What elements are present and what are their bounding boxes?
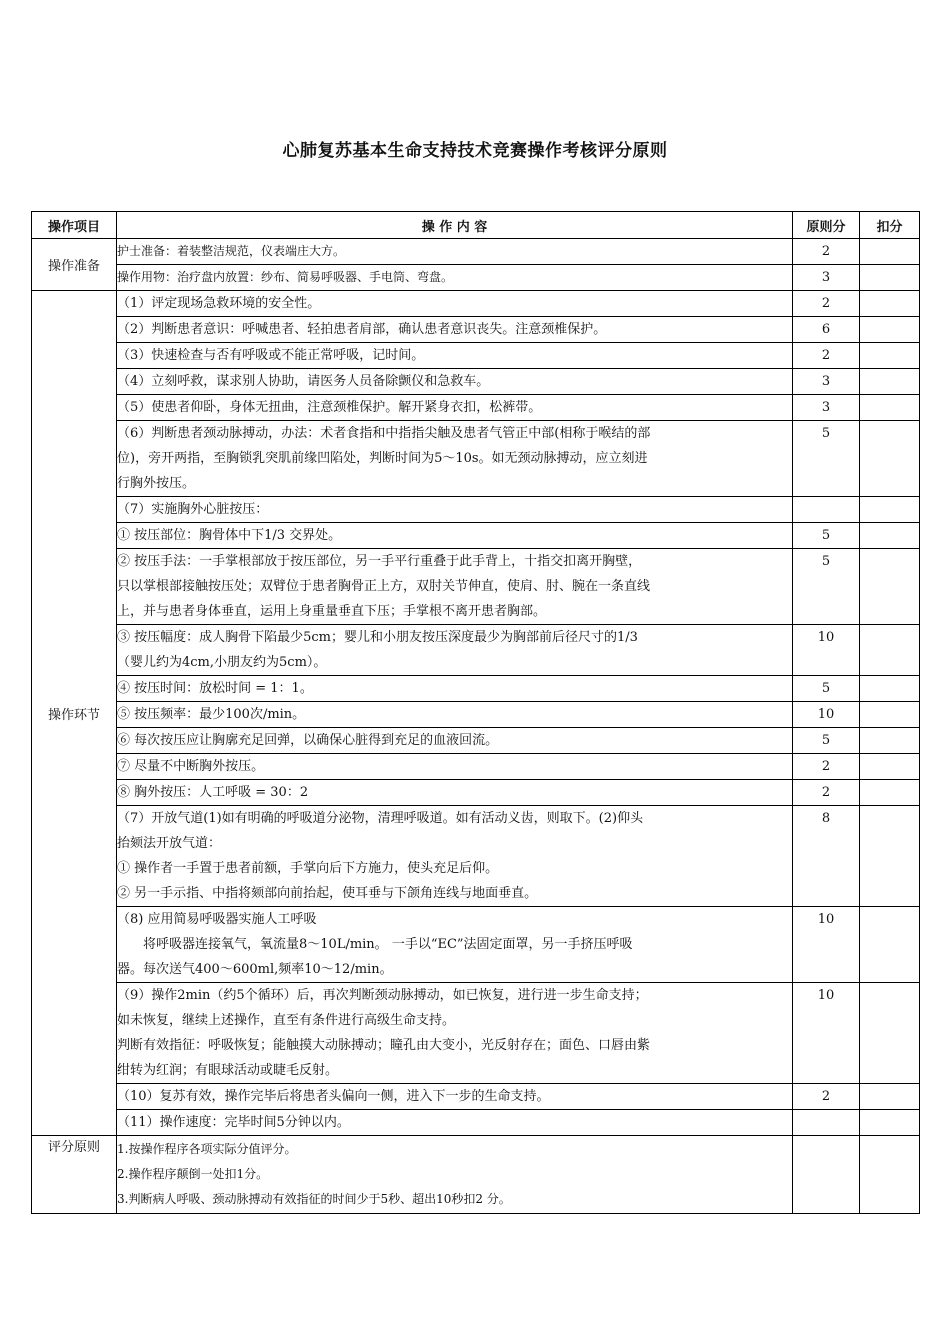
row-deduct [860,395,920,421]
content-line: ③ 按压幅度：成人胸骨下陷最少5cm；婴儿和小朋友按压深度最少为胸部前后径尺寸的1/3 [117,630,638,645]
row-deduct [860,291,920,317]
row-score: 10 [793,907,860,983]
table-row [32,754,920,780]
table-row [32,907,920,983]
row-score: 2 [793,291,860,317]
row-score [793,1110,860,1136]
content-line: ⑧ 胸外按压：人工呼吸 = 30：2 [117,785,309,800]
row-deduct [860,421,920,497]
rules-row [32,1136,920,1214]
content-line: （4）立刻呼救，谋求别人协助，请医务人员备除颤仪和急救车。 [117,374,490,389]
row-content [117,907,793,983]
row-deduct [860,907,920,983]
row-deduct [860,1084,920,1110]
content-line: ⑦ 尽量不中断胸外按压。 [117,759,265,774]
row-deduct [860,369,920,395]
section-label-prep: 操作准备 [32,239,117,291]
row-score: 2 [793,1084,860,1110]
content-line: ⑤ 按压频率：最少100次/min。 [117,707,306,722]
row-deduct [860,343,920,369]
table-row [32,317,920,343]
row-deduct [860,523,920,549]
row-content [117,676,793,702]
content-line: ④ 按压时间：放松时间 = 1：1。 [117,681,313,696]
table-row [32,1110,920,1136]
row-content [117,549,793,625]
row-deduct [860,702,920,728]
row-content [117,1084,793,1110]
table-row [32,497,920,523]
row-content [117,317,793,343]
row-content [117,343,793,369]
section-label-rules: 评分原则 [32,1136,117,1214]
row-score: 3 [793,265,860,291]
row-score: 3 [793,369,860,395]
table-row [32,265,920,291]
table-row [32,549,920,625]
row-content [117,780,793,806]
row-content [117,291,793,317]
row-score: 5 [793,728,860,754]
row-content [117,728,793,754]
row-score: 5 [793,523,860,549]
header-content: 操 作 内 容 [117,212,793,239]
content-line: ⑥ 每次按压应让胸廓充足回弹，以确保心脏得到充足的血液回流。 [117,733,499,748]
content-line: 器。每次送气400～600ml,频率10～12/min。 [117,962,393,977]
row-score: 2 [793,343,860,369]
content-line: 行胸外按压。 [117,476,196,491]
row-score: 5 [793,549,860,625]
page-title: 心肺复苏基本生命支持技术竞赛操作考核评分原则 [282,141,668,161]
row-score: 5 [793,676,860,702]
table-row [32,806,920,907]
row-content [117,1110,793,1136]
row-deduct [860,625,920,676]
table-row [32,728,920,754]
row-score: 2 [793,754,860,780]
rules-score [793,1136,860,1214]
row-score: 10 [793,702,860,728]
row-content [117,702,793,728]
row-score: 2 [793,780,860,806]
content-line: 绀转为红润；有眼球活动或睫毛反射。 [117,1063,339,1078]
content-line: （11）操作速度：完毕时间5分钟以内。 [117,1115,350,1130]
content-line: ② 按压手法：一手掌根部放于按压部位，另一手平行重叠于此手背上，十指交扣离开胸壁， [117,554,642,569]
row-deduct [860,265,920,291]
content-line: ① 操作者一手置于患者前额，手掌向后下方施力，使头充足后仰。 [117,861,499,876]
row-deduct [860,676,920,702]
row-deduct [860,1110,920,1136]
table-row [32,702,920,728]
row-deduct [860,983,920,1084]
row-deduct [860,317,920,343]
row-content [117,625,793,676]
table-row [32,625,920,676]
content-line: 上，并与患者身体垂直，运用上身重量垂直下压；手掌根不离开患者胸部。 [117,604,547,619]
row-deduct [860,549,920,625]
row-score: 10 [793,625,860,676]
row-score: 10 [793,983,860,1084]
row-deduct [860,239,920,265]
table-row [32,1084,920,1110]
content-line: 位)，旁开两指，至胸锁乳突肌前缘凹陷处，判断时间为5～10s。如无颈动脉搏动，应立刻进 [117,451,648,466]
table-row [32,369,920,395]
row-deduct [860,754,920,780]
content-line: ② 另一手示指、中指将颏部向前抬起，使耳垂与下颌角连线与地面垂直。 [117,886,538,901]
content-line: （9）操作2min（约5个循环）后，再次判断颈动脉搏动，如已恢复，进行进一步生命支持； [117,988,648,1003]
content-line: 判断有效指征：呼吸恢复；能触摸大动脉搏动；瞳孔由大变小，光反射存在；面色、口唇由紫 [117,1038,651,1053]
content-line: （10）复苏有效，操作完毕后将患者头偏向一侧，进入下一步的生命支持。 [117,1089,550,1104]
table-body [32,239,920,1214]
row-score [793,497,860,523]
row-content [117,754,793,780]
row-deduct [860,728,920,754]
content-line: （婴儿约为4cm,小朋友约为5cm）。 [117,655,327,670]
row-content [117,265,793,291]
table-row [32,395,920,421]
content-line: （7）实施胸外心脏按压： [117,502,269,517]
scoring-table [31,211,920,1214]
header-deduct: 扣分 [860,212,920,239]
rule-item: 3.判断病人呼吸、颈动脉搏动有效指征的时间少于5秒、超出10秒扣2 分。 [117,1192,511,1206]
row-content [117,239,793,265]
content-line: 护士准备：着装整洁规范，仪表端庄大方。 [117,244,346,258]
section-label-steps: 操作环节 [32,291,117,1136]
header-item: 操作项目 [32,212,117,239]
row-content [117,983,793,1084]
row-content [117,806,793,907]
table-row [32,780,920,806]
row-score: 8 [793,806,860,907]
content-line: 只以掌根部接触按压处；双臂位于患者胸骨正上方，双肘关节伸直，使肩、肘、腕在一条直线 [117,579,651,594]
content-line: （7）开放气道(1)如有明确的呼吸道分泌物，清理呼吸道。如有活动义齿，则取下。(2)仰头 [117,811,644,826]
rule-item: 1.按操作程序各项实际分值评分。 [117,1142,297,1156]
table-row [32,343,920,369]
content-line: （2）判断患者意识：呼喊患者、轻拍患者肩部，确认患者意识丧失。注意颈椎保护。 [117,322,607,337]
table-row [32,421,920,497]
rule-item: 2.操作程序颠倒一处扣1分。 [117,1167,269,1181]
row-content [117,497,793,523]
table-row [32,523,920,549]
row-content [117,523,793,549]
table-header-row [32,212,920,239]
content-line: 操作用物：治疗盘内放置：纱布、简易呼吸器、手电筒、弯盘。 [117,270,454,284]
rules-content [117,1136,793,1214]
row-content [117,421,793,497]
table-row [32,239,920,265]
row-score: 5 [793,421,860,497]
row-deduct [860,780,920,806]
table-row [32,291,920,317]
row-score: 3 [793,395,860,421]
content-line: ① 按压部位：胸骨体中下1/3 交界处。 [117,528,342,543]
row-deduct [860,497,920,523]
header-score: 原则分 [793,212,860,239]
row-content [117,395,793,421]
content-line: （1）评定现场急救环境的安全性。 [117,296,321,311]
content-line: 将呼吸器连接氧气，氧流量8～10L/min。 一手以“EC”法固定面罩，另一手挤压呼吸 [117,937,633,952]
row-content [117,369,793,395]
row-score: 2 [793,239,860,265]
content-line: （8) 应用简易呼吸器实施人工呼吸 [117,912,317,927]
rules-deduct [860,1136,920,1214]
content-line: 如未恢复，继续上述操作，直至有条件进行高级生命支持。 [117,1013,456,1028]
content-line: （6）判断患者颈动脉搏动，办法：术者食指和中指指尖触及患者气管正中部(相称于喉结的部 [117,426,651,441]
content-line: （5）使患者仰卧，身体无扭曲，注意颈椎保护。解开紧身衣扣，松裤带。 [117,400,542,415]
row-score: 6 [793,317,860,343]
content-line: 抬颏法开放气道： [117,836,222,851]
table-row [32,676,920,702]
content-line: （3）快速检查与否有呼吸或不能正常呼吸，记时间。 [117,348,425,363]
row-deduct [860,806,920,907]
table-row [32,983,920,1084]
